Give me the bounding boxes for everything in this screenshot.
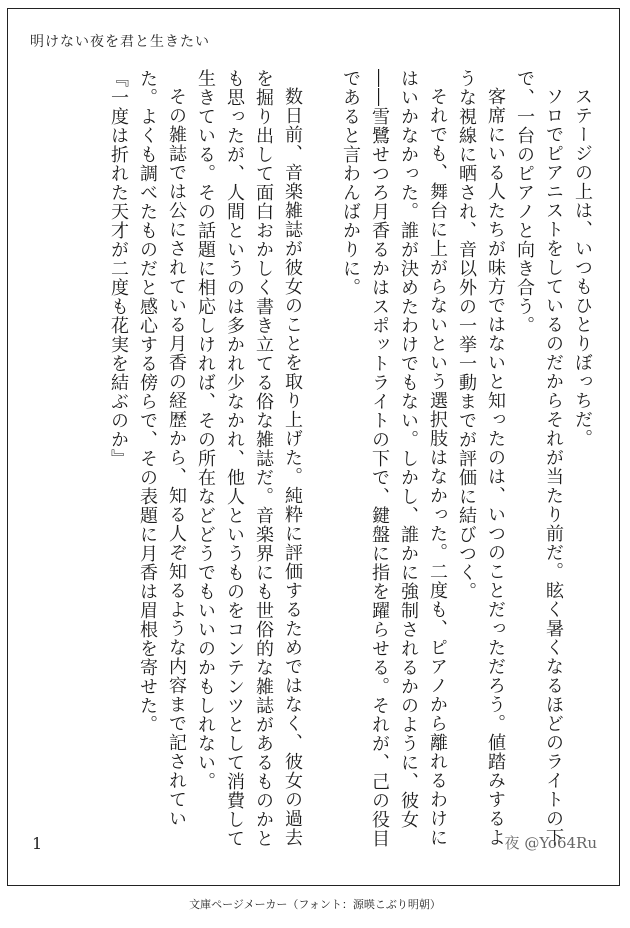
paragraph: その雑誌では公にされている月香の経歴から、知る人ぞ知るような内容まで記されていた。よくも調べたものだと感心する傍らで、その表題に月香は眉根を寄せた。 [137,69,187,828]
book-title: 明けない夜を君と生きたい [30,34,210,50]
paragraph: 客席にいる人たちが味方ではないと知ったのは、いつのことだっただろう。値踏みするような視線に晒され、音以外の一挙一動までが評価に結びつく。 [456,69,506,847]
page-frame [7,8,620,886]
page-number: 1 [32,834,43,853]
paragraph: 数日前、音楽雑誌が彼女のことを取り上げた。純粋に評価するためではなく、彼女の過去を掘り出して面白おかしく書き立てる俗な雑誌だ。音楽界にも世俗的な雑誌があるものかとも思ったが、人間というのは多かれ少なかれ、他人というものをコンテンツとして消費して生きている。その話題に相応しければ、その所在などどうでもいいのかもしれない。 [195,69,303,848]
paragraph-spacer [307,69,336,859]
body-text [37,69,597,859]
author-credit: 夜 @Yo64Ru [504,834,597,852]
paragraph: ソロでピアニストをしているのだからそれが当たり前だ。眩く暑くなるほどのライトの下で、一台のピアノと向き合う。 [514,69,564,847]
footer-caption: 文庫ページメーカー（フォント：源暎こぶり明朝） [189,898,441,911]
paragraph-quote: 『一度は折れた天才が二度も花実を結ぶのか』 [108,69,129,468]
paragraph: それでも、舞台に上がらないという選択肢はなかった。二度も、ピアノから離れるわけにはいかなかった。誰が決めたわけでもない。しかし、誰かに強制されるかのように、彼女――雪鷺せつろ月香るかはスポットライトの下で、鍵盤に指を躍らせる。それが、己の役目であると言わんばかりに。 [340,69,448,848]
paragraph: ステージの上は、いつもひとりぼっちだ。 [572,87,593,448]
